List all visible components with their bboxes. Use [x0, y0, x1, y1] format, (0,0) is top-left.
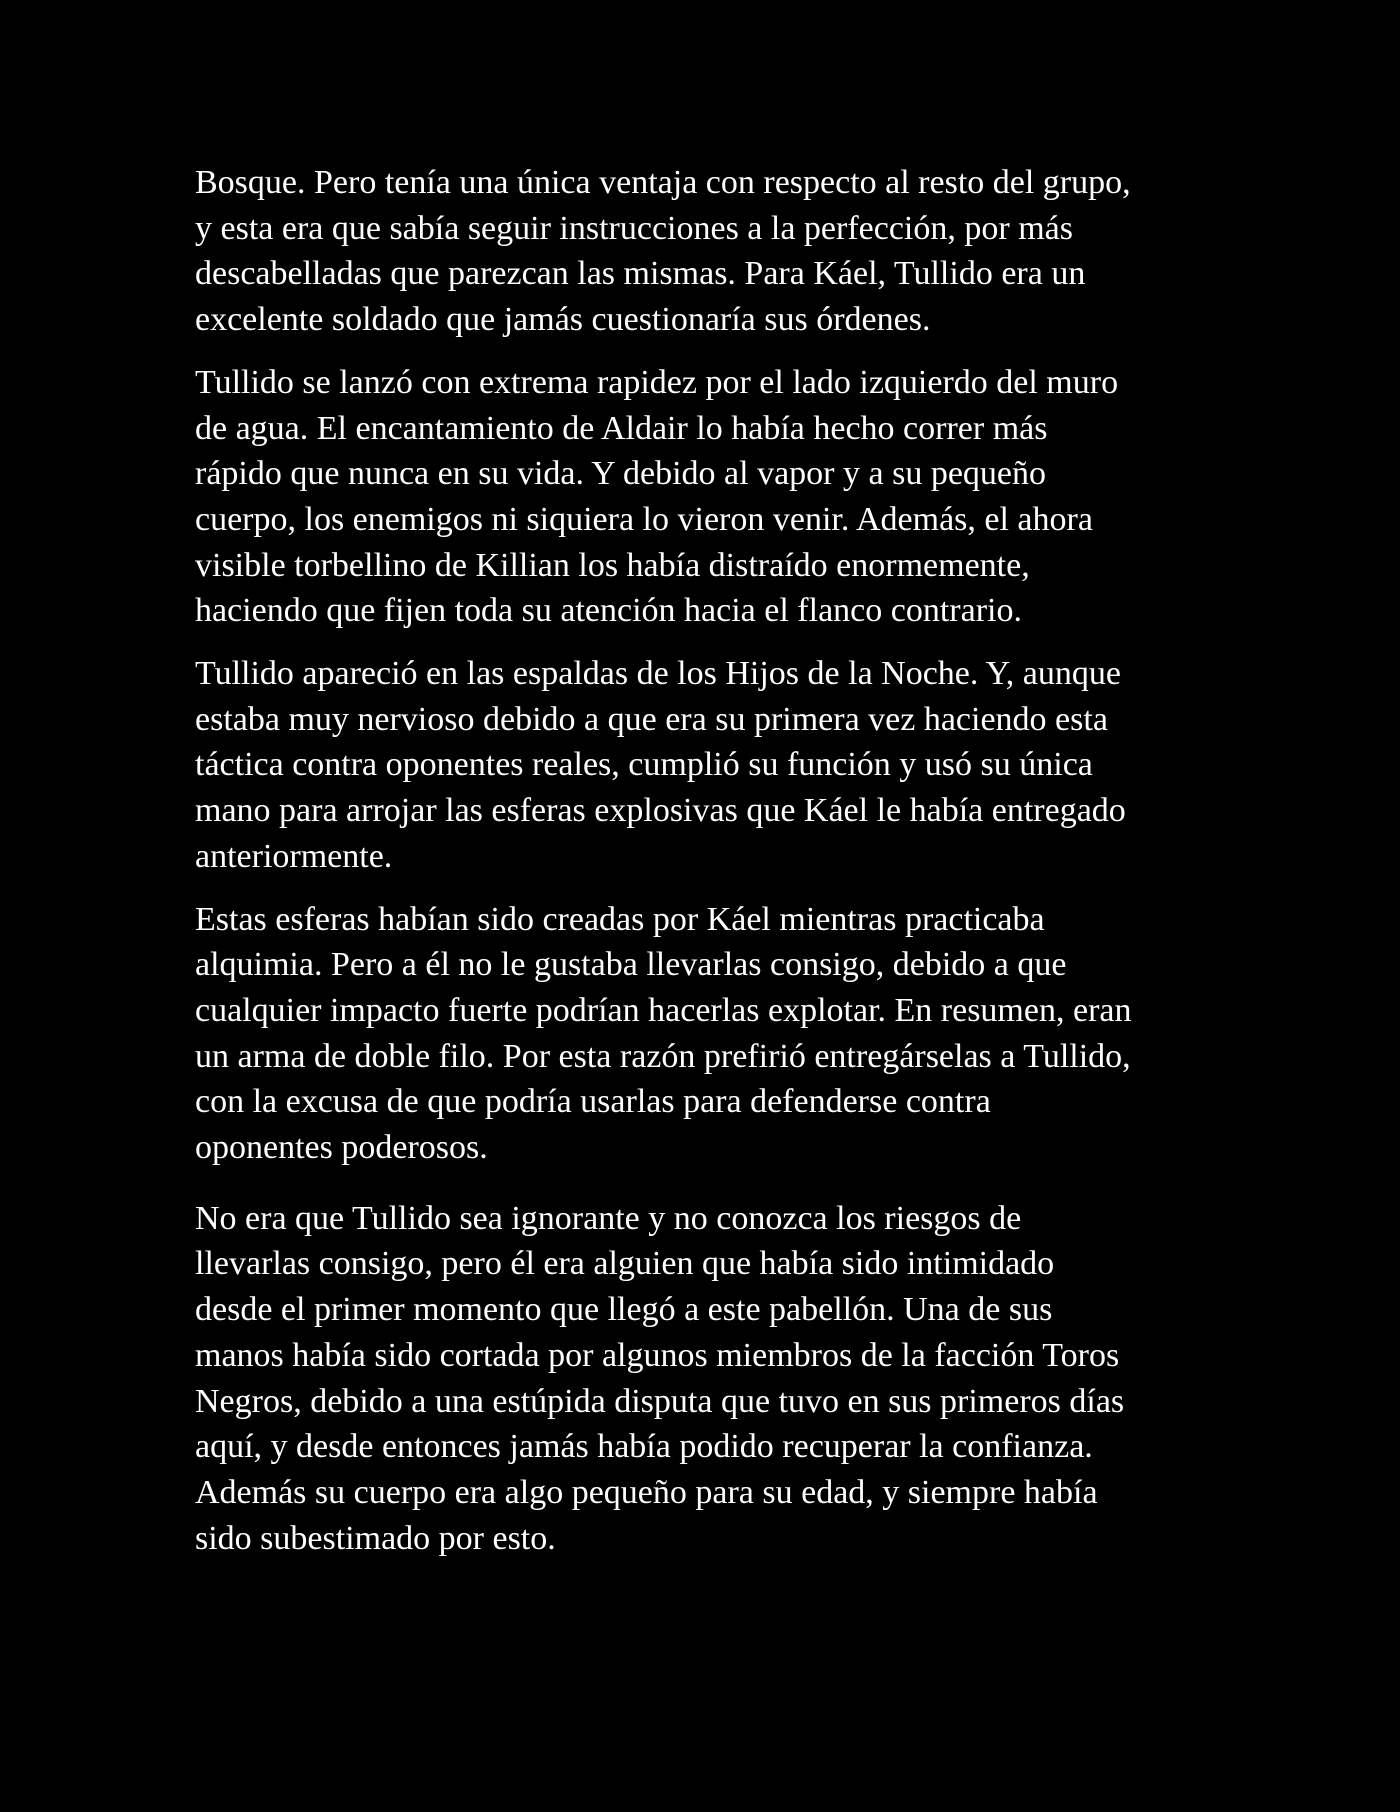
paragraph-1: Bosque. Pero tenía una única ventaja con respecto al resto del grupo, y esta era que sabía seguir instrucciones a la perfección, por más descabelladas que parezcan las mismas. Para Káel, Tullido era un excelente soldado que jamás cuestionaría sus órdenes.	[195, 164, 1131, 339]
paragraph-4: Estas esferas habían sido creadas por Káel mientras practicaba alquimia. Pero a él no le gustaba llevarlas consigo, debido a que cualquier impacto fuerte podrían hacerlas explotar. En resumen, eran un arma de doble filo. Por esta razón prefirió entregárselas a Tullido, con la excusa de que podría usarlas para defenderse contra oponentes poderosos.	[195, 900, 1132, 1167]
body-text	[195, 160, 1215, 1578]
paragraph-5: No era que Tullido sea ignorante y no conozca los riesgos de llevarlas consigo, pero él era alguien que había sido intimidado desde el primer momento que llegó a este pabellón. Una de sus manos había sido cortada por algunos miembros de la facción Toros Negros, debido a una estúpida disputa que tuvo en sus primeros días aquí, y desde entonces jamás había podido recuperar la confianza. Además su cuerpo era algo pequeño para su edad, y siempre había sido subestimado por esto.	[195, 1199, 1125, 1557]
paragraph-2: Tullido se lanzó con extrema rapidez por el lado izquierdo del muro de agua. El encantamiento de Aldair lo había hecho correr más rápido que nunca en su vida. Y debido al vapor y a su pequeño cuerpo, los enemigos ni siquiera lo vieron venir. Además, el ahora visible torbellino de Killian los había distraído enormemente, haciendo que fijen toda su atención hacia el flanco contrario.	[195, 363, 1119, 630]
paragraph-3: Tullido apareció en las espaldas de los Hijos de la Noche. Y, aunque estaba muy nervioso debido a que era su primera vez haciendo esta táctica contra oponentes reales, cumplió su función y usó su única mano para arrojar las esferas explosivas que Káel le había entregado anteriormente.	[195, 655, 1126, 875]
